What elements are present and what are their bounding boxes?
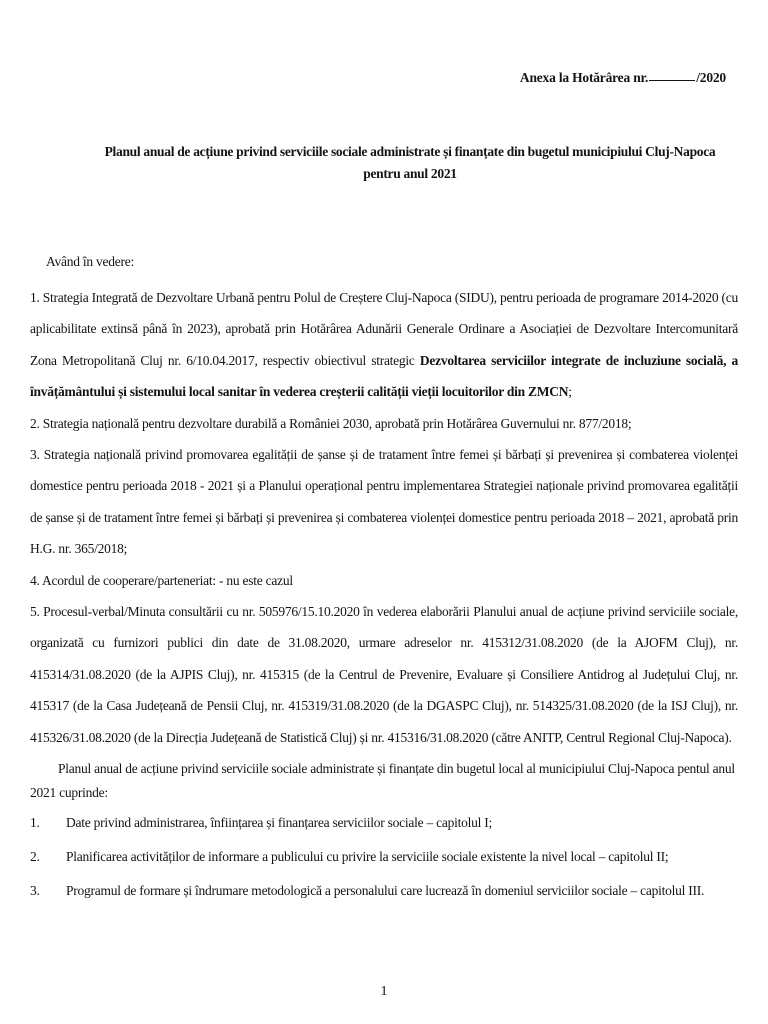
chapter-number: 3. [30, 883, 40, 899]
item-3: 3. Strategia națională privind promovarea egalității de șanse și de tratament între femei și bărbați și prevenirea și combaterea violenței domestice pentru perioada 2018 - 2021 și a Planului operațional pentru implementarea Strategiei naționale privind promovarea egalității de șanse și de tratament între femei și bărbați și prevenirea și combaterea violenței domestice pentru perioada 2018 – 2021, aprobată prin H.G. nr. 365/2018; [30, 447, 738, 557]
intro-text: Având în vedere: [46, 254, 134, 269]
item-1-bold-objective: Dezvoltarea serviciilor integrate de incluziune socială, a învățământului și sistemului local sanitar în vederea creșterii calității vieții locuitorilor din ZMCN [30, 352, 738, 400]
item-1-text: 1. Strategia Integrată de Dezvoltare Urbană pentru Polul de Creștere Cluj-Napoca (SIDU), pentru perioada de programare 2014-2020 (cu aplicabilitate extinsă până în 2023), aprobată prin Hotărârea Adunării Generale Ordinare a Asociației de Dezvoltare Intercomunitară Zona Metropolitană Cluj nr. 6/10.04.2017, respectiv obiectivul strategic [30, 290, 738, 368]
item-4: 4. Acordul de cooperare/parteneriat: - nu este cazul [30, 572, 293, 588]
annex-number-blank [649, 80, 695, 81]
chapter-number: 1. [30, 815, 40, 831]
annex-prefix: Anexa la Hotărârea nr. [519, 70, 649, 85]
chapter-text: Planificarea activităților de informare a publicului cu privire la serviciile sociale existente la nivel local – capitolul II; [66, 849, 669, 865]
annex-reference [520, 70, 726, 86]
item-1-end: ; [568, 384, 572, 400]
chapter-item [30, 813, 738, 833]
item-5: 5. Procesul-verbal/Minuta consultării cu nr. 505976/15.10.2020 în vederea elaborării Planului anual de acțiune privind serviciile sociale, organizată cu furnizori publici din date de 31.08.2020, urmare adreselor nr. 415312/31.08.2020 (de la AJOFM Cluj), nr. 415314/31.08.2020 (de la AJPIS Cluj), nr. 415315 (de la Centrul de Prevenire, Evaluare și Consiliere Antidrog al Județului Cluj, nr. 415317 (de la Casa Județeană de Pensii Cluj, nr. 415319/31.08.2020 (de la DGASPC Cluj), nr. 514325/31.08.2020 (de la ISJ Cluj), nr. 415326/31.08.2020 (de la Direcția Județeană de Statistică Cluj) și nr. 415316/31.08.2020 (către ANITP, Centrul Regional Cluj-Napoca). [30, 604, 738, 745]
chapter-text: Programul de formare și îndrumare metodologică a personalului care lucrează în domeniul serviciilor sociale – capitolul III. [66, 883, 705, 899]
annex-suffix: /2020 [696, 70, 726, 85]
item-2: 2. Strategia națională pentru dezvoltare durabilă a României 2030, aprobată prin Hotărârea Guvernului nr. 877/2018; [30, 415, 632, 431]
document-body [30, 252, 738, 915]
title-line-1: Planul anual de acțiune privind serviciile sociale administrate și finanțate din bugetul municipiului Cluj-Napoca [104, 144, 716, 159]
chapter-number: 2. [30, 849, 40, 865]
document-title [60, 141, 760, 185]
chapter-item [30, 847, 738, 867]
plan-intro: Planul anual de acțiune privind serviciile sociale administrate și finanțate din bugetul local al municipiului Cluj-Napoca pentul anul 2021 cuprinde: [30, 761, 735, 801]
chapter-text: Date privind administrarea, înființarea și finanțarea serviciilor sociale – capitolul I; [66, 815, 492, 831]
title-line-2: pentru anul 2021 [363, 166, 457, 181]
item-1 [30, 282, 738, 408]
chapter-item [30, 881, 738, 901]
page-number: 1 [380, 984, 388, 999]
